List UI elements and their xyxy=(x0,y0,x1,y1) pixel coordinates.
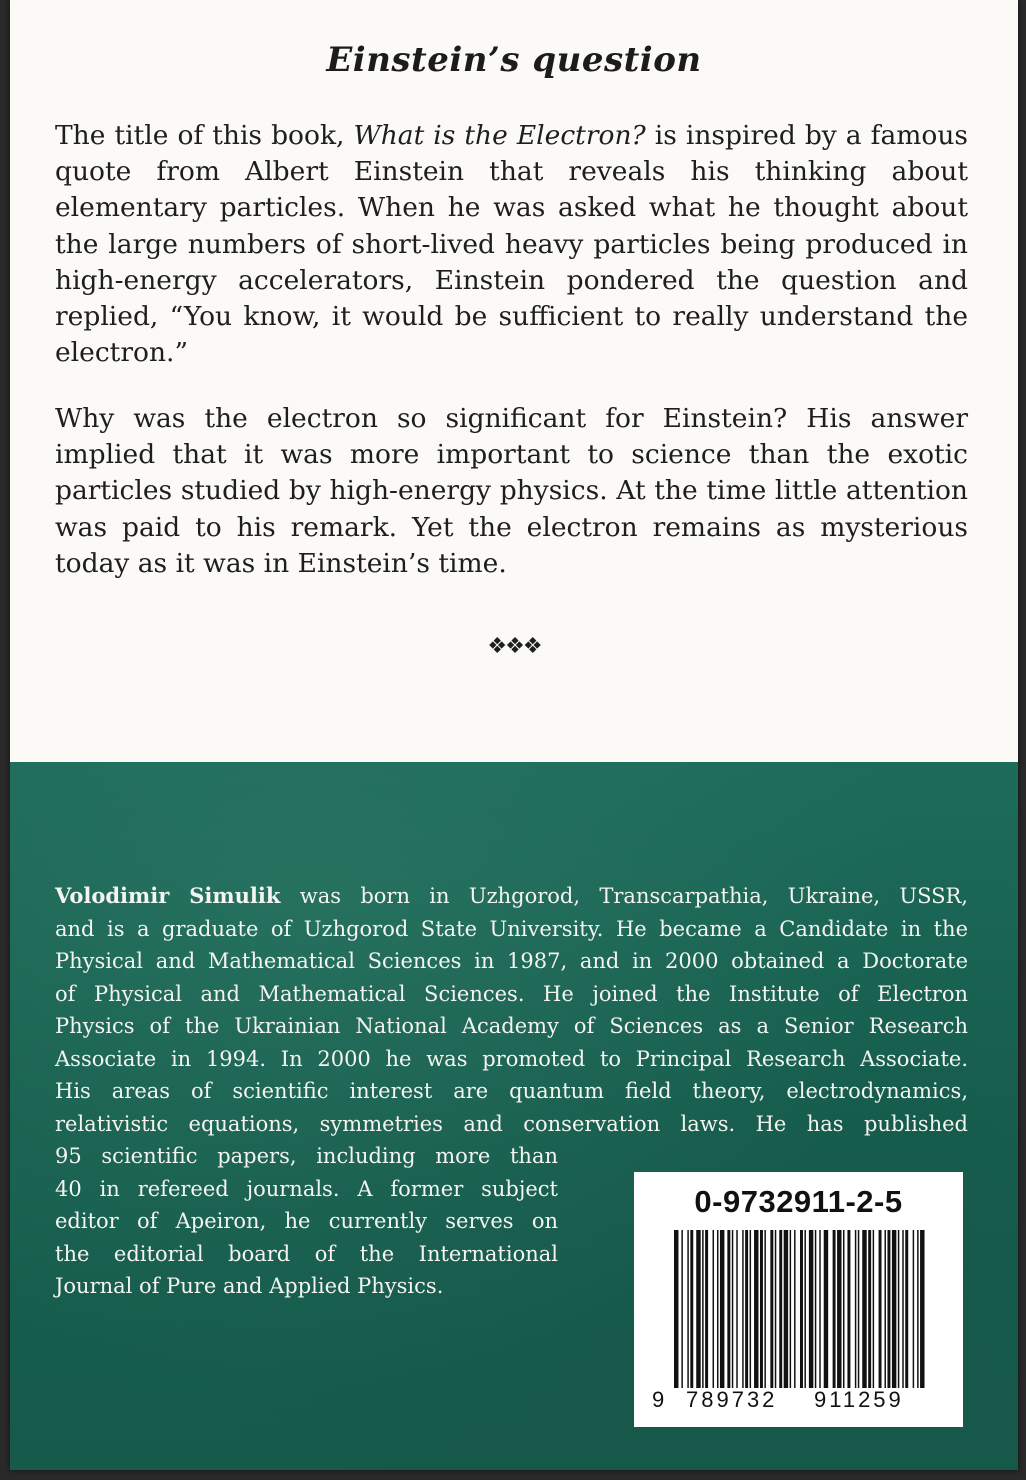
barcode-bar xyxy=(681,1230,682,1388)
blurb-paragraph-1 xyxy=(55,118,968,371)
isbn-barcode-label xyxy=(634,1172,963,1427)
barcode-bar xyxy=(720,1230,724,1388)
bio-line-12: the editorial board of the International xyxy=(55,1241,558,1266)
barcode-bar xyxy=(824,1230,828,1388)
barcode-bar xyxy=(815,1230,816,1388)
barcode-digits-right: 911259 xyxy=(814,1387,904,1412)
barcode-bar xyxy=(775,1230,776,1388)
author-name: Volodimir Simulik xyxy=(55,883,281,908)
barcode-bar xyxy=(847,1230,850,1388)
bio-line-11: editor of Apeiron, he currently serves on xyxy=(55,1209,558,1233)
bio-line-4: of Physical and Mathematical Sciences. He joined the Institute of Electron xyxy=(55,981,968,1006)
barcode-bar xyxy=(742,1230,743,1388)
barcode-bar xyxy=(809,1230,813,1388)
bio-line-6: Associate in 1994. In 2000 he was promoted to Principal Research Associate. xyxy=(55,1046,968,1071)
blurb-heading: Einstein’s question xyxy=(326,40,702,80)
barcode-bar xyxy=(770,1230,773,1388)
bio-line-5: Physics of the Ukrainian National Academy of Sciences as a Senior Research xyxy=(55,1014,968,1038)
barcode-bar xyxy=(884,1230,885,1388)
barcode-bar xyxy=(674,1230,678,1388)
para1-rest: is inspired by a famous quote from Albert Einstein that reveals his thinking about elementary particles. When he was asked what he thought about the large numbers of short-lived heavy particles being produced in high-energy accelerators, Einstein pondered the question and replied, “You know, it would be sufficient to really understand the electron.” xyxy=(55,120,969,369)
barcode-bar xyxy=(696,1230,700,1388)
bio-line-13: Journal of Pure and Applied Physics. xyxy=(55,1274,444,1298)
barcode-bar xyxy=(902,1230,903,1388)
barcode-bar xyxy=(764,1230,765,1388)
barcode-bar xyxy=(727,1230,730,1388)
book-title-italic: What is the Electron? xyxy=(353,120,646,151)
barcode-bar xyxy=(873,1230,874,1388)
barcode-bar xyxy=(868,1230,871,1388)
barcode-bar xyxy=(843,1230,844,1388)
barcode-bar xyxy=(702,1230,703,1388)
barcode-bar xyxy=(779,1230,782,1388)
barcode-bar xyxy=(837,1230,841,1388)
bio-line-9: 95 scientific papers, including more than xyxy=(55,1144,558,1168)
barcode-bar xyxy=(887,1230,890,1388)
barcode-bar xyxy=(804,1230,805,1388)
barcode-bar xyxy=(717,1230,718,1388)
barcode-bar xyxy=(879,1230,882,1388)
bio-line-10: 40 in refereed journals. A former subject xyxy=(55,1176,558,1201)
barcode-bar xyxy=(690,1230,693,1388)
barcode-bar xyxy=(898,1230,899,1388)
barcode-bar xyxy=(800,1230,803,1388)
bio-line-1 xyxy=(55,880,968,913)
barcode-bar xyxy=(713,1230,714,1388)
barcode-bar xyxy=(862,1230,866,1388)
barcode-bar xyxy=(833,1230,836,1388)
barcode-bar xyxy=(732,1230,733,1388)
barcode-bar xyxy=(687,1230,688,1388)
barcode-bar xyxy=(917,1230,918,1388)
para1-lead: The title of this book, xyxy=(55,120,354,151)
barcode-bar xyxy=(913,1230,914,1388)
bio-line-1-rest: was born in Uzhgorod, Transcarpathia, Ukraine, USSR, xyxy=(280,884,968,908)
author-bio-section xyxy=(10,762,1018,1470)
barcode-bar xyxy=(855,1230,856,1388)
barcode-bar xyxy=(705,1230,708,1388)
barcode-bar xyxy=(892,1230,896,1388)
barcode-digit-first: 9 xyxy=(652,1387,665,1412)
barcode-bar xyxy=(790,1230,791,1388)
barcode-icon xyxy=(674,1230,926,1388)
bio-line-7: His areas of scientific interest are quantum field theory, electrodynamics, xyxy=(55,1079,968,1103)
blurb-paragraph-2: Why was the electron so significant for Einstein? His answer implied that it was more important to science than the exotic particles studied by high-energy physics. At the time little attention was paid to his remark. Yet the electron remains as mysterious today as it was in Einstein’s time. xyxy=(55,403,968,579)
barcode-bar xyxy=(784,1230,788,1388)
barcode-bar xyxy=(745,1230,748,1388)
barcode-bar xyxy=(760,1230,763,1388)
barcode-bar xyxy=(794,1230,795,1388)
barcode-bar xyxy=(819,1230,820,1388)
bio-line-8: relativistic equations, symmetries and conservation laws. He has published xyxy=(55,1111,968,1136)
barcode-bar xyxy=(920,1230,924,1388)
isbn-number: 0-9732911-2-5 xyxy=(694,1184,903,1219)
back-cover xyxy=(10,0,1018,1470)
bio-line-3: Physical and Mathematical Sciences in 1987, and in 2000 obtained a Doctorate xyxy=(55,949,968,973)
barcode-bar xyxy=(858,1230,859,1388)
barcode-bar xyxy=(754,1230,758,1388)
ornament-diamonds-icon: ❖❖❖ xyxy=(487,634,541,659)
barcode-digits-left: 789732 xyxy=(686,1387,778,1412)
blurb-section xyxy=(10,0,1018,762)
barcode-bar xyxy=(905,1230,908,1388)
barcode-bar xyxy=(750,1230,751,1388)
barcode-bar xyxy=(736,1230,737,1388)
bio-line-2: and is a graduate of Uzhgorod State University. He became a Candidate in the xyxy=(55,916,968,941)
